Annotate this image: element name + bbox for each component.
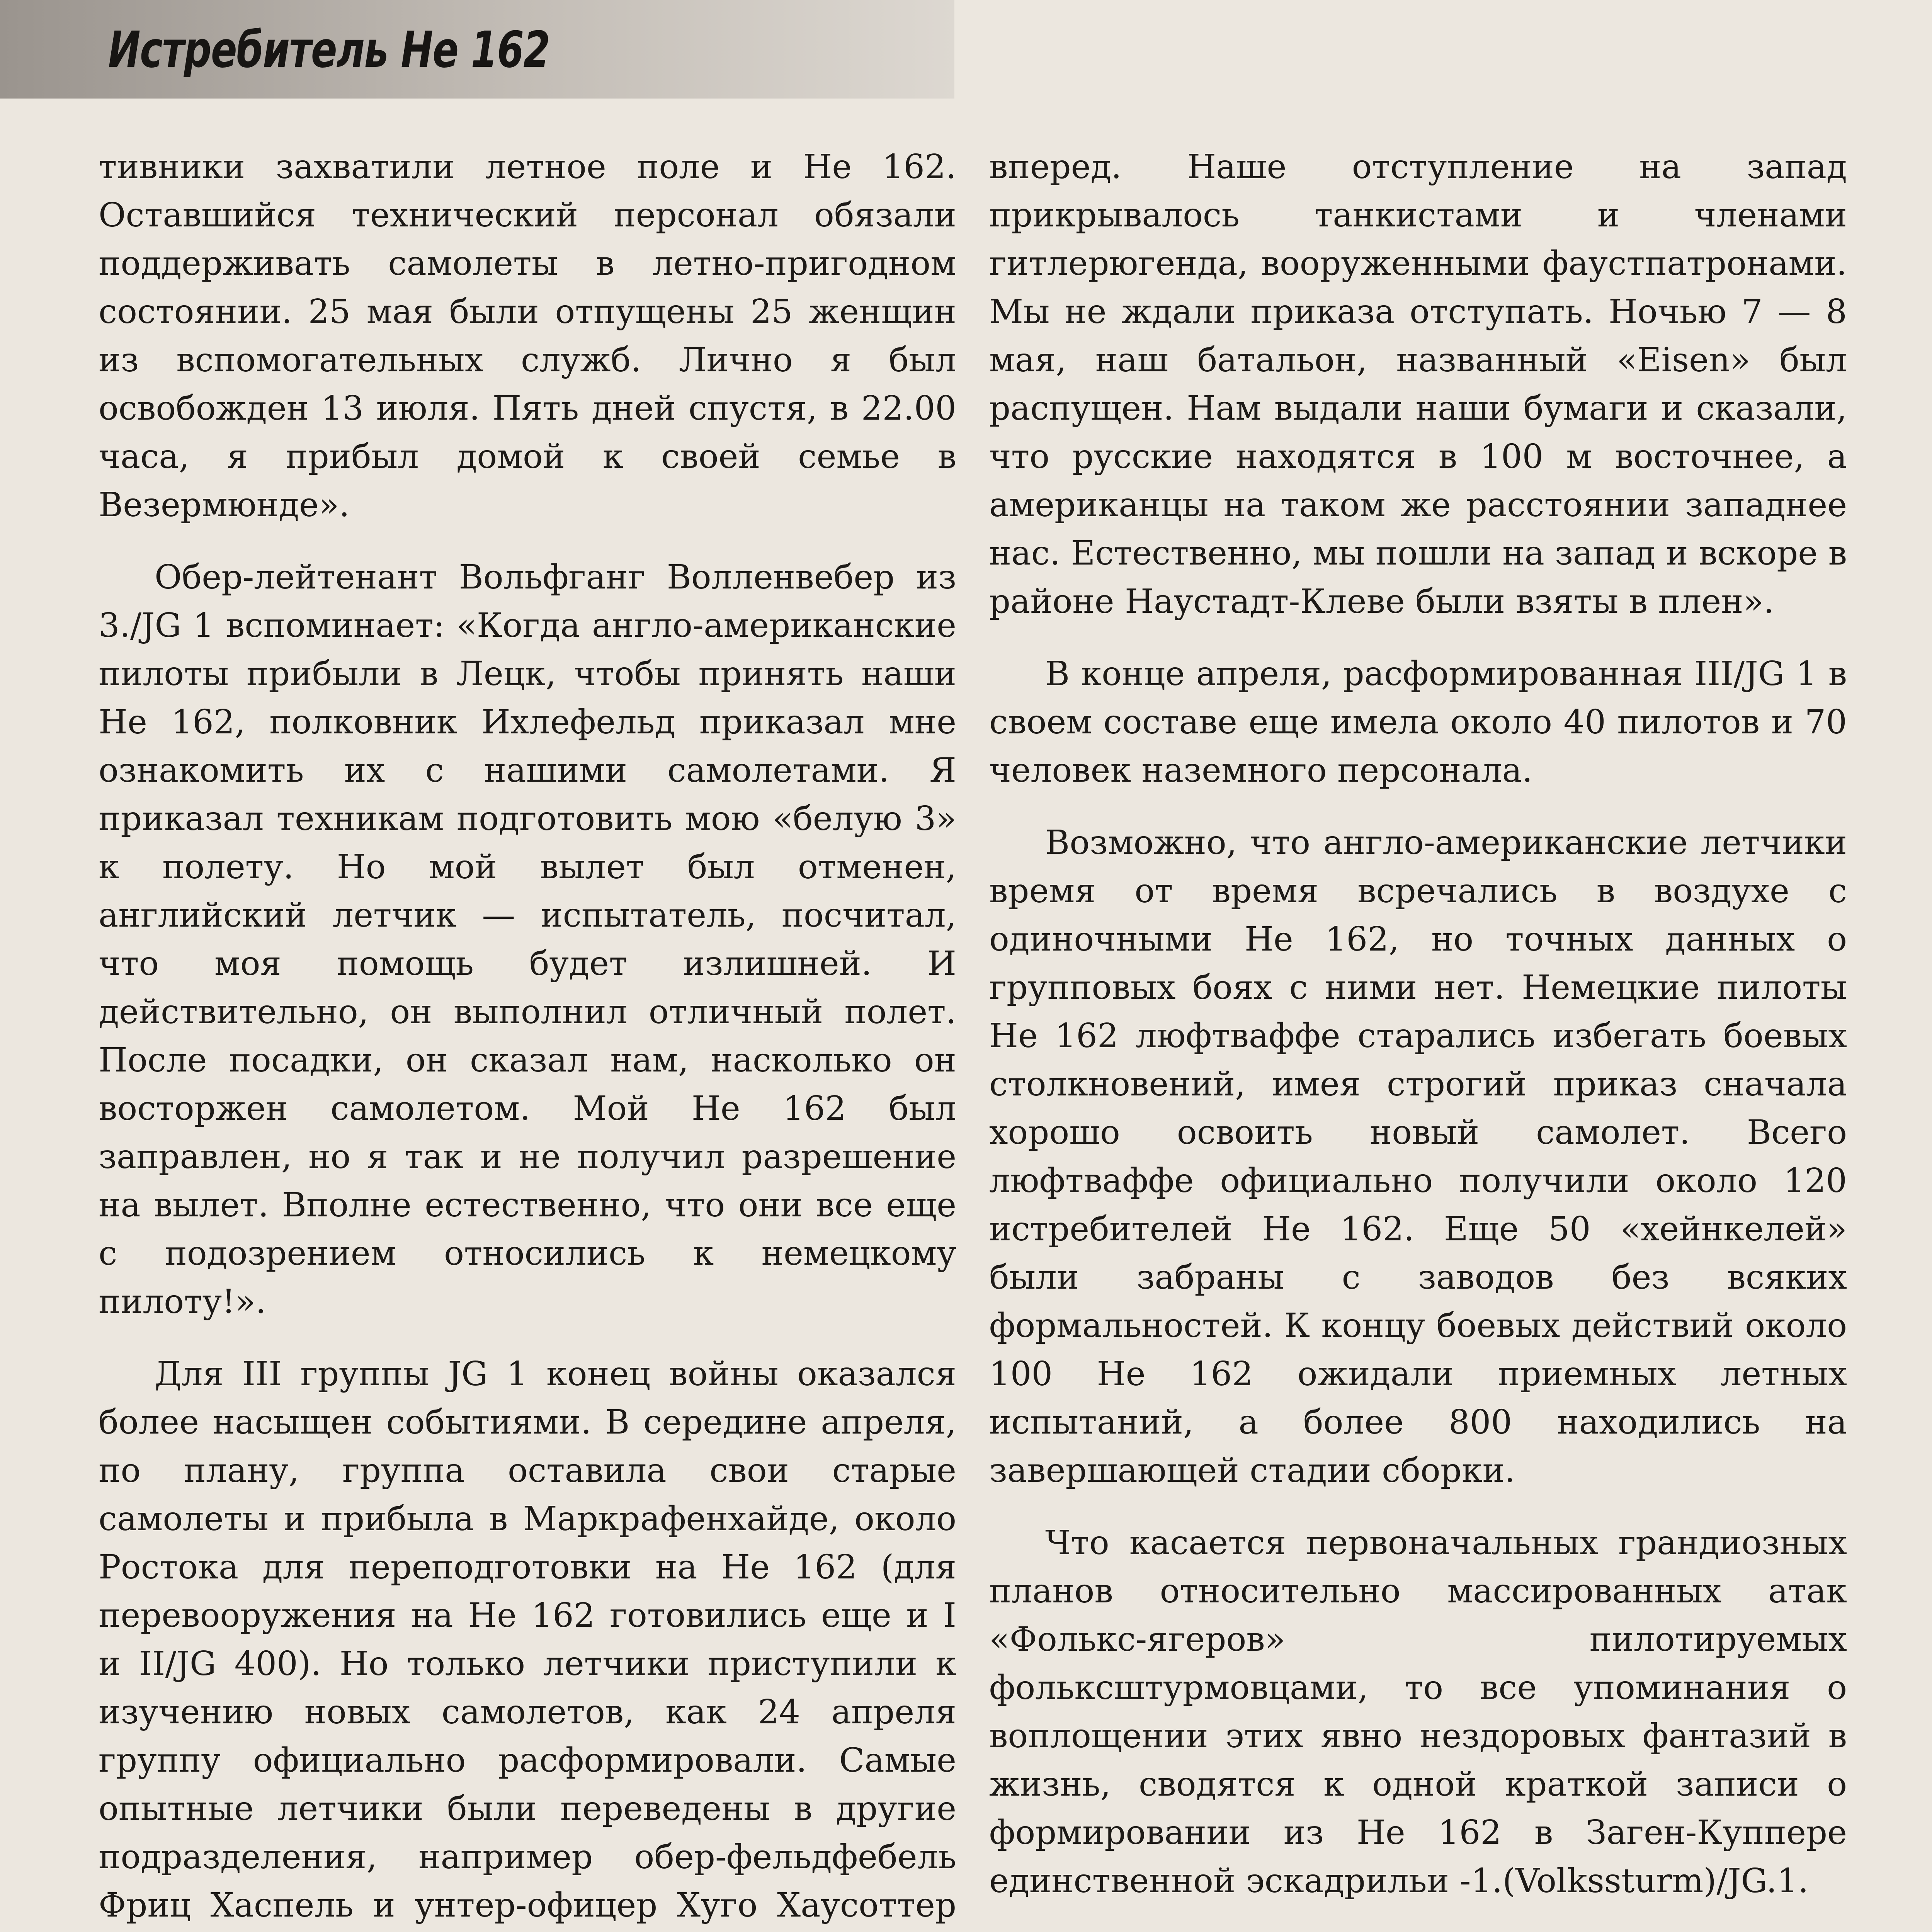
running-header — [0, 0, 954, 99]
left-text-column — [99, 143, 956, 1932]
running-header-title: Истребитель Не 162 — [108, 21, 550, 79]
paragraph: тивники захватили летное поле и Не 162. Оставшийся технический персонал обязали поддерживать самолеты в летно-пригодном состоянии. 25 мая были отпущены 25 женщин из вспомогательных служб. Лично я был освобожден 13 июля. Пять дней спустя, в 22.00 часа, я прибыл домой к своей семье в Везермюнде». — [99, 148, 956, 524]
right-text-column — [989, 143, 1847, 1932]
paragraph: вперед. Наше отступление на запад прикрывалось танкистами и членами гитлерюгенда, вооруженными фаустпатронами. Мы не ждали приказа отступать. Ночью 7 — 8 мая, наш батальон, названный «Eisen» был распущен. Нам выдали наши бумаги и сказали, что русские находятся в 100 м восточнее, а американцы на таком же расстоянии западнее нас. Естественно, мы пошли на запад и вскоре в районе Наустадт-Клеве были взяты в плен». — [989, 148, 1847, 621]
paragraph: Что касается первоначальных грандиозных планов относительно массированных атак «Фолькс-ягеров» пилотируемых фольксштурмовцами, то все упоминания о воплощении этих явно нездоровых фантазий в жизнь, сводятся к одной краткой записи о формировании из Не 162 в Заген-Куппере единственной эскадрильи -1.(Volkssturm)/JG.1. — [989, 1524, 1847, 1900]
paragraph: Обер-лейтенант Вольфганг Волленвебер из 3./JG 1 вспоминает: «Когда англо-американские пилоты прибыли в Лецк, чтобы принять наши Не 162, полковник Ихлефельд приказал мне ознакомить их с нашими самолетами. Я приказал техникам подготовить мою «белую 3» к полету. Но мой вылет был отменен, английский летчик — испытатель, посчитал, что моя помощь будет излишней. И действительно, он выполнил отличный полет. После посадки, он сказал нам, насколько он восторжен самолетом. Мой Не 162 был заправлен, но я так и не получил разрешение на вылет. Вполне естественно, что они все еще с подозрением относились к немецкому пилоту!». — [99, 558, 956, 1321]
paragraph: Для III группы JG 1 конец войны оказался более насыщен событиями. В середине апреля, по плану, группа оставила свои старые самолеты и прибыла в Маркрафенхайде, около Ростока для переподготовки на Не 162 (для перевооружения на Не 162 готовились еще и I и II/JG 400). Но только летчики приступили к изучению новых самолетов, как 24 апреля группу официально расформировали. Самые опытные летчики были переведены в другие подразделения, например обер-фельдфебель Фриц Хаспель и унтер-офицер Хуго Хаусоттер — [99, 1355, 956, 1925]
paragraph: Возможно, что англо-американские летчики время от время всречались в воздухе с одиночными Не 162, но точных данных о групповых боях с ними нет. Немецкие пилоты Не 162 люфтваффе старались избегать боевых столкновений, имея строгий приказ сначала хорошо освоить новый самолет. Всего люфтваффе официально получили около 120 истребителей Не 162. Еще 50 «хейнкелей» были забраны с заводов без всяких формальностей. К концу боевых действий около 100 Не 162 ожидали приемных летных испытаний, а более 800 находились на завершающей стадии сборки. — [989, 823, 1847, 1490]
paragraph: В конце апреля, расформированная III/JG 1 в своем составе еще имела около 40 пилотов и 70 человек наземного персонала. — [989, 655, 1847, 790]
